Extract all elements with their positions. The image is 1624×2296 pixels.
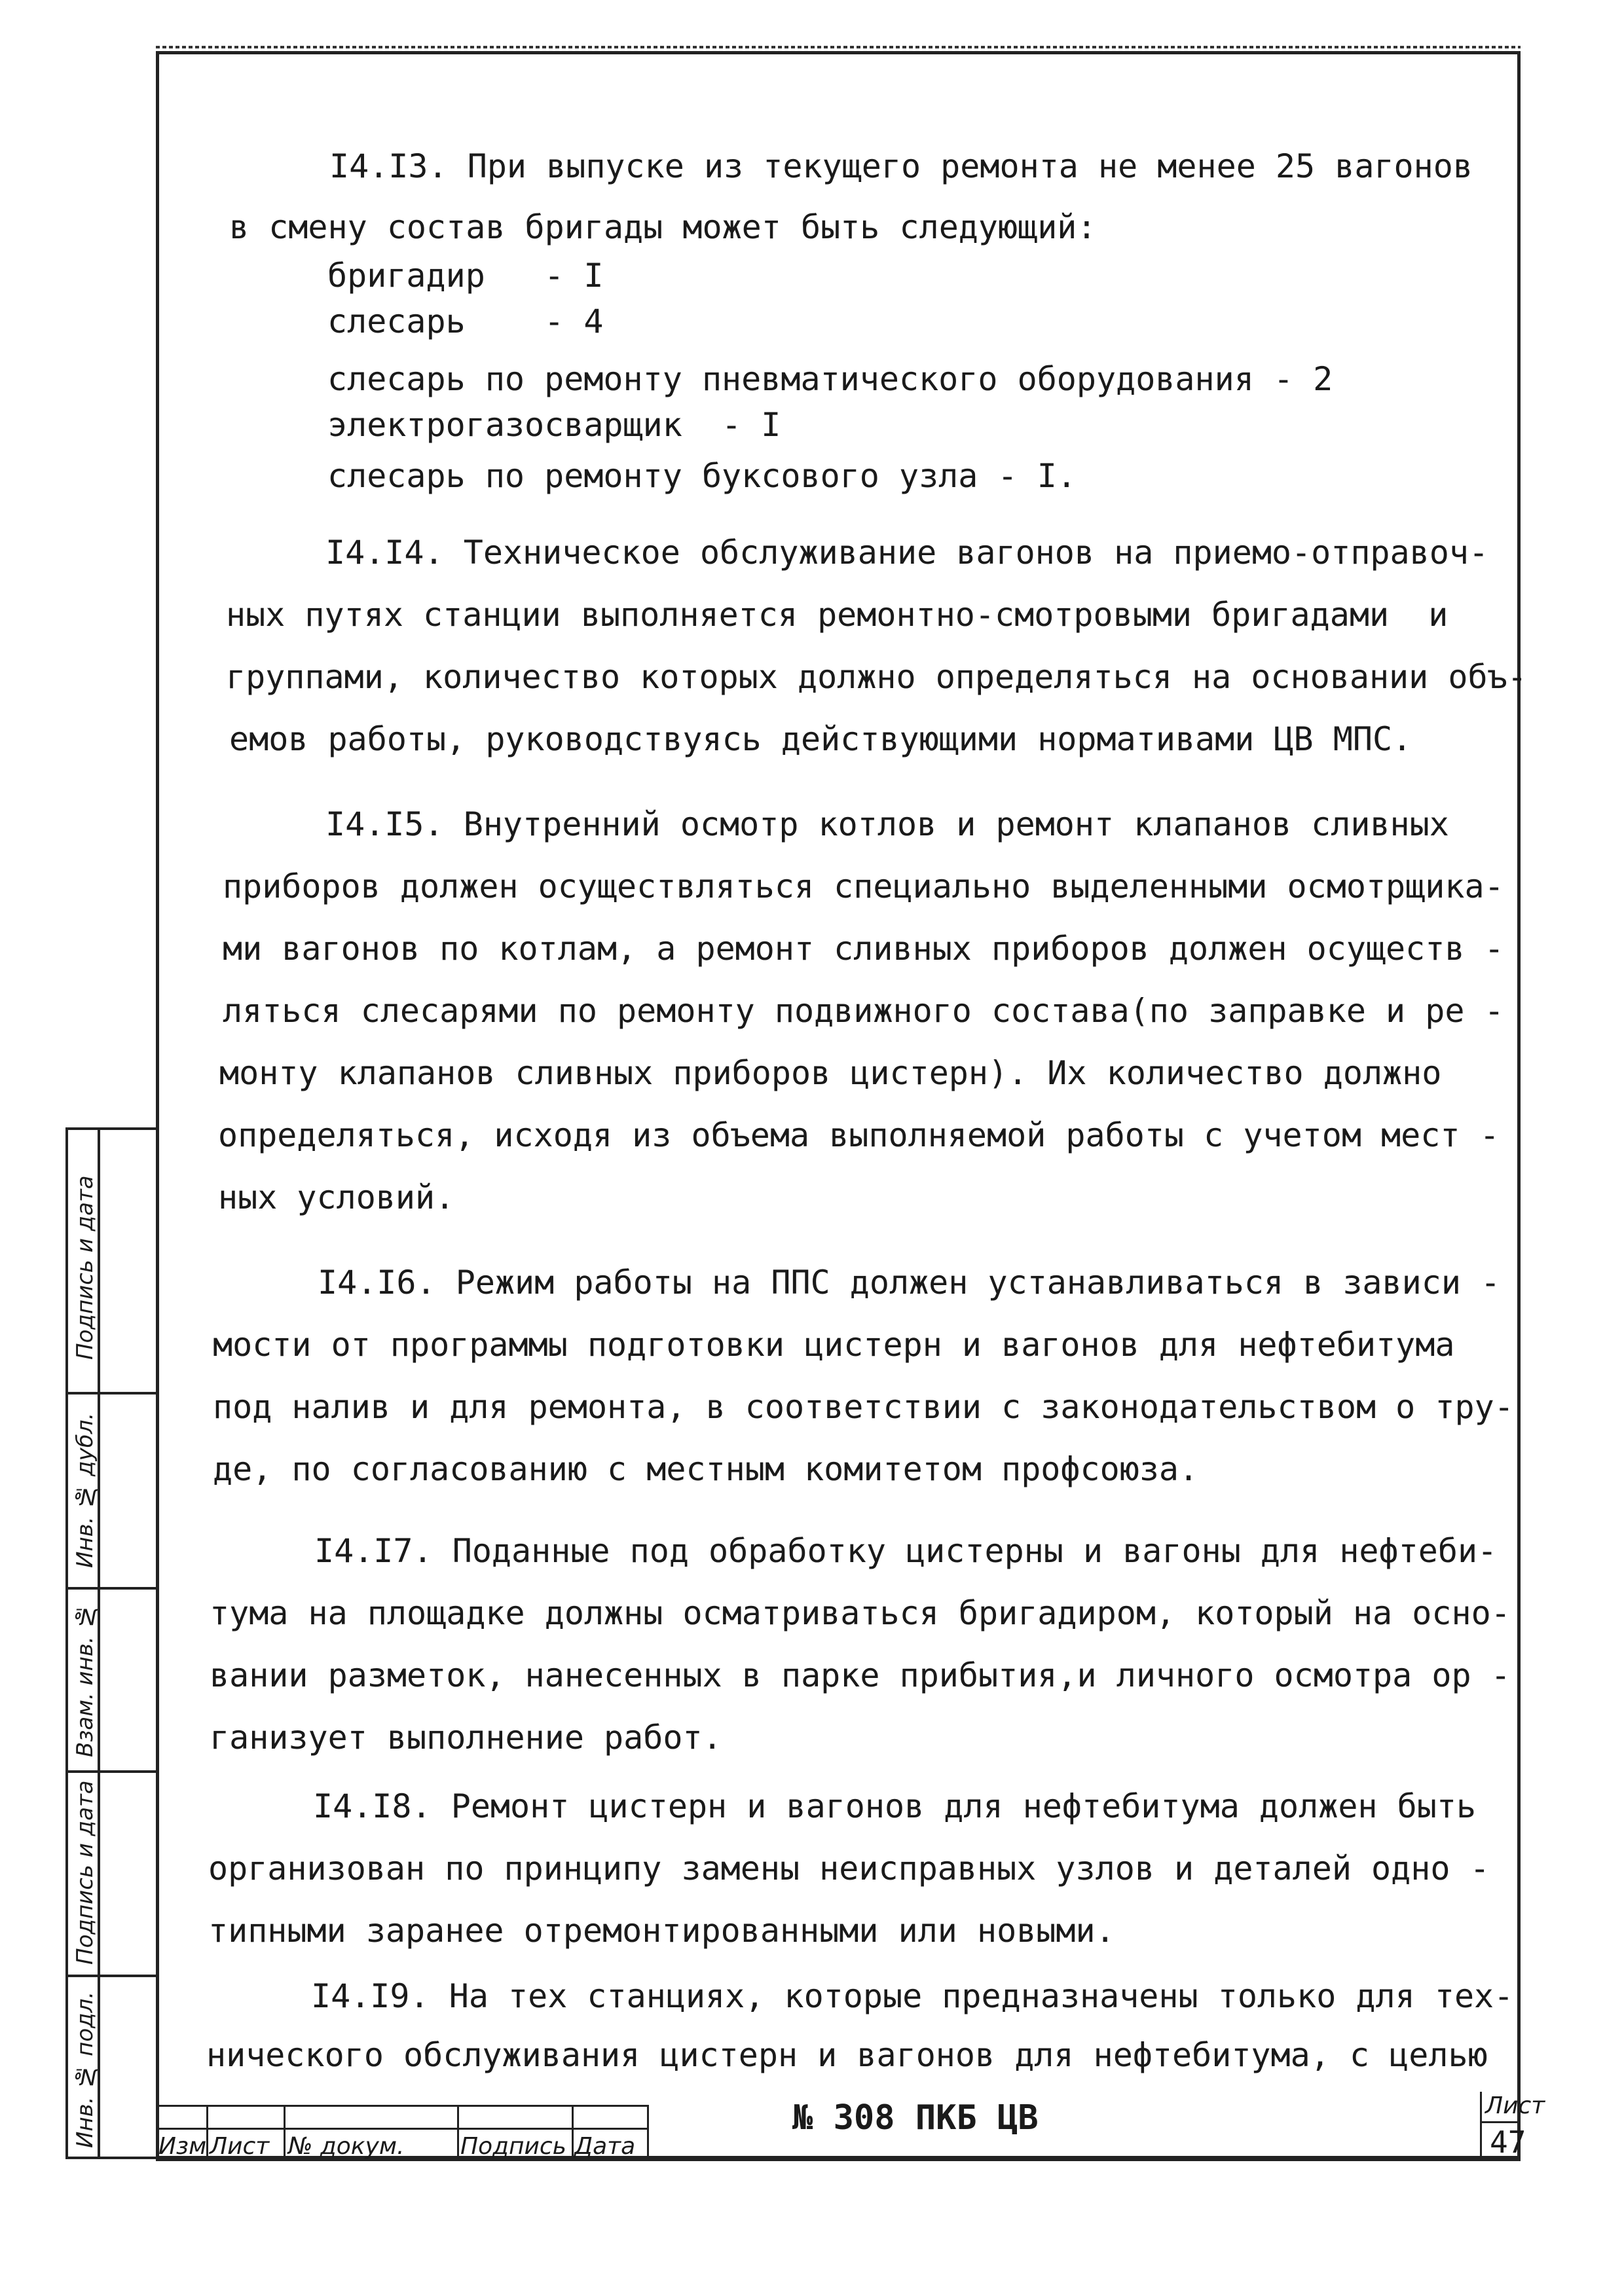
title-block-label-sign: Подпись (460, 2133, 566, 2160)
sheet-label: Лист (1485, 2092, 1545, 2119)
title-block-line (1480, 2121, 1521, 2123)
para-14-13-line-1: I4.I3. При выпуске из текущего ремонта не менее 25 вагонов (329, 147, 1473, 185)
document-code: № 308 ПКБ ЦВ (792, 2098, 1039, 2138)
para-14-17-line: тума на площадке должны осматриваться бригадиром, который на осно- (210, 1594, 1511, 1632)
para-14-15-line: I4.I5. Внутренний осмотр котлов и ремонт клапанов сливных (325, 805, 1449, 843)
title-block-label-list: Лист (210, 2133, 270, 2160)
para-14-15-line: ляться слесарями по ремонту подвижного состава(по заправке и ре - (223, 992, 1504, 1030)
crew-list-item: электрогазосварщик - I (327, 406, 781, 444)
margin-label-sign-date-2: Подпись и дата (72, 1780, 98, 1965)
para-14-17-line: ганизует выполнение работ. (210, 1719, 722, 1757)
para-14-15-line: ми вагонов по котлам, а ремонт сливных приборов должен осуществ - (223, 930, 1504, 968)
para-14-13-line-2: в смену состав бригады может быть следующий: (229, 208, 1097, 246)
para-14-14-line: I4.I4. Техническое обслуживание вагонов на приемо-отправоч- (325, 534, 1489, 572)
margin-label-vzam-inv: Взам. инв. № (72, 1603, 98, 1757)
para-14-17-line: вании разметок, нанесенных в парке прибытия,и личного осмотра ор - (210, 1656, 1511, 1694)
sheet-number: 47 (1490, 2124, 1526, 2160)
para-14-18-line: типными заранее отремонтированными или новыми. (208, 1912, 1115, 1950)
title-block-label-date: Дата (574, 2133, 636, 2160)
margin-divider (68, 1587, 156, 1590)
crew-list-item: бригадир - I (327, 257, 604, 295)
para-14-18-line: организован по принципу замены неисправных узлов и деталей одно - (208, 1850, 1490, 1887)
margin-label-inv-podl: Инв. № подл. (72, 1991, 98, 2148)
para-14-16-line: де, по согласованию с местным комитетом профсоюза. (213, 1450, 1199, 1488)
frame-top-edge (156, 46, 1521, 48)
margin-divider (68, 1392, 156, 1394)
margin-stamp-column (65, 1127, 156, 2159)
para-14-16-line: I4.I6. Режим работы на ППС должен устанавливаться в зависи - (318, 1264, 1501, 1302)
para-14-14-line: группами, количество которых должно определяться на основании объ- (226, 658, 1527, 696)
title-block-label-doc: № докум. (288, 2133, 405, 2160)
para-14-18-line: I4.I8. Ремонт цистерн и вагонов для нефтебитума должен быть (313, 1787, 1477, 1825)
margin-label-inv-dubl: Инв. № дубл. (72, 1412, 98, 1568)
crew-list-item: слесарь - 4 (327, 302, 604, 340)
crew-list-item: слесарь по ремонту пневматического оборудования - 2 (327, 360, 1333, 398)
para-14-15-line: монту клапанов сливных приборов цистерн). Их количество должно (219, 1054, 1442, 1092)
margin-divider (68, 1975, 156, 1977)
para-14-15-line: приборов должен осуществляться специально выделенными осмотрщика- (223, 867, 1504, 905)
para-14-16-line: под налив и для ремонта, в соответствии с законодательством о тру- (213, 1388, 1514, 1426)
para-14-15-line: определяться, исходя из объема выполняемой работы с учетом мест - (218, 1116, 1500, 1154)
margin-divider (68, 1770, 156, 1773)
title-block-sheet-col (1480, 2092, 1482, 2159)
title-block-label-izm: Изм (158, 2133, 207, 2160)
para-14-19-line: нического обслуживания цистерн и вагонов для нефтебитума, с целью (206, 2036, 1488, 2074)
para-14-15-line: ных условий. (218, 1178, 455, 1216)
margin-label-sign-date-1: Подпись и дата (72, 1175, 98, 1360)
crew-list-item: слесарь по ремонту буксового узла - I. (327, 457, 1077, 495)
para-14-14-line: ных путях станции выполняется ремонтно-смотровыми бригадами и (226, 596, 1449, 634)
para-14-16-line: мости от программы подготовки цистерн и вагонов для нефтебитума (213, 1326, 1455, 1364)
para-14-17-line: I4.I7. Поданные под обработку цистерны и вагоны для нефтеби- (314, 1532, 1498, 1570)
para-14-19-line: I4.I9. На тех станциях, которые предназначены только для тех- (311, 1977, 1514, 2015)
para-14-14-line: емов работы, руководствуясь действующими нормативами ЦВ МПС. (229, 720, 1412, 758)
